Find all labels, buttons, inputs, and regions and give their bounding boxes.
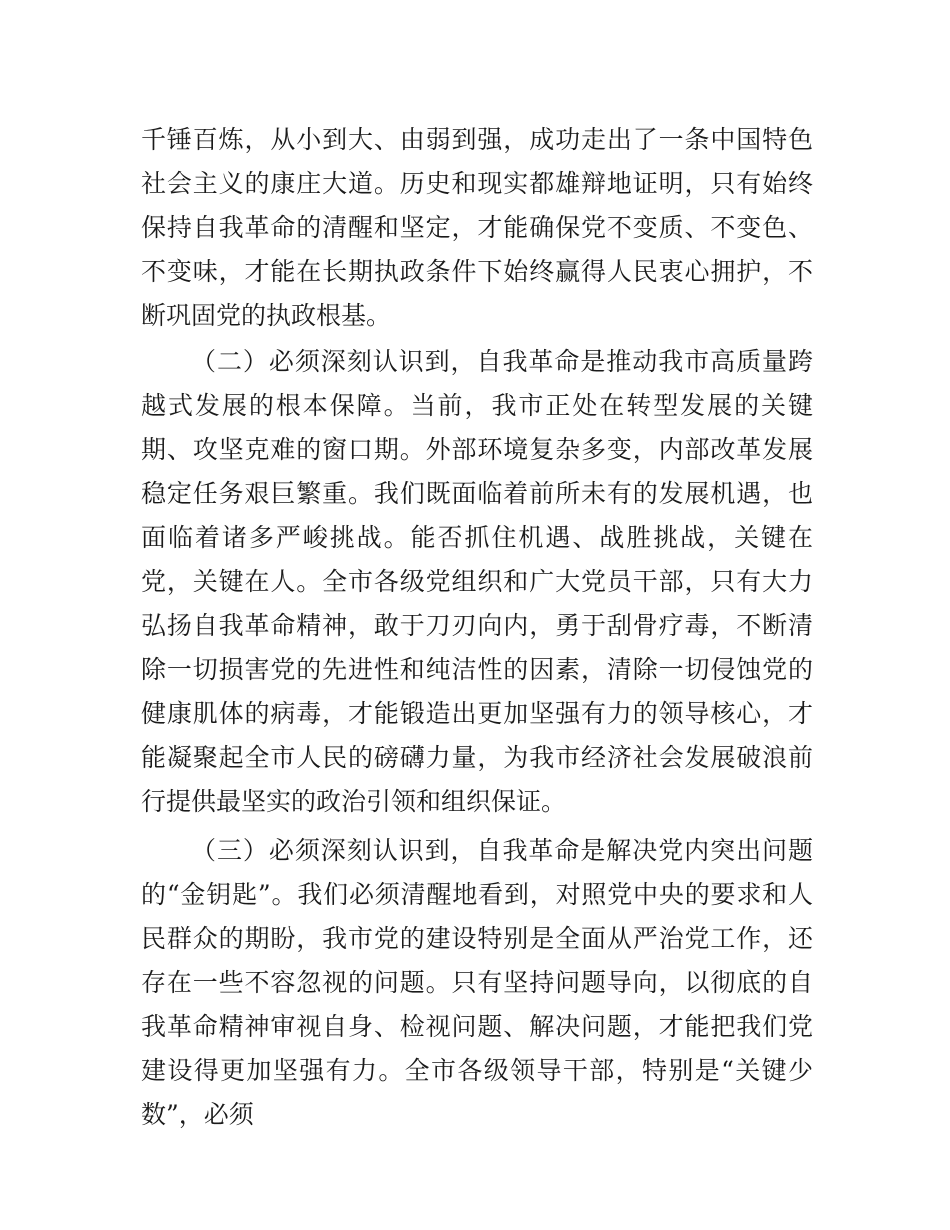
paragraph-section-three: （三）必须深刻认识到，自我革命是解决党内突出问题的“金钥匙”。我们必须清醒地看到，对照党中央的要求和人民群众的期盼，我市党的建设特别是全面从严治党工作，还存在一些不容忽视的问题。只有坚持问题导向，以彻底的自我革命精神审视自身、检视问题、解决问题，才能把我们党建设得更加坚强有力。全市各级领导干部，特别是“关键少数”，必须 xyxy=(141,836,813,1129)
paragraph-continuation: 千锤百炼，从小到大、由弱到强，成功走出了一条中国特色社会主义的康庄大道。历史和现实都雄辩地证明，只有始终保持自我革命的清醒和坚定，才能确保党不变质、不变色、不变味，才能在长期执政条件下始终赢得人民衷心拥护，不断巩固党的执政根基。 xyxy=(141,125,813,330)
paragraph-section-two: （二）必须深刻认识到，自我革命是推动我市高质量跨越式发展的根本保障。当前，我市正处在转型发展的关键期、攻坚克难的窗口期。外部环境复杂多变，内部改革发展稳定任务艰巨繁重。我们既面临着前所未有的发展机遇，也面临着诸多严峻挑战。能否抓住机遇、战胜挑战，关键在党，关键在人。全市各级党组织和广大党员干部，只有大力弘扬自我革命精神，敢于刀刃向内，勇于刮骨疗毒，不断清除一切损害党的先进性和纯洁性的因素，清除一切侵蚀党的健康肌体的病毒，才能锻造出更加坚强有力的领导核心，才能凝聚起全市人民的磅礴力量，为我市经济社会发展破浪前行提供最坚实的政治引领和组织保证。 xyxy=(141,347,813,816)
